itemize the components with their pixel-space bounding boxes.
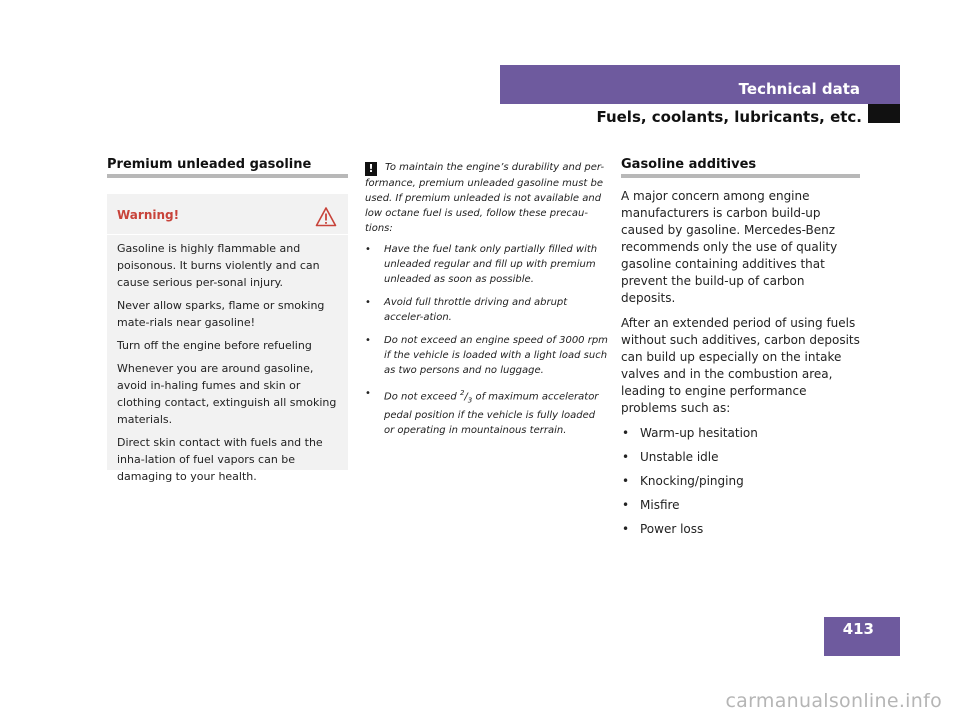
problem-item: • Unstable idle (621, 449, 861, 466)
left-title-rule (107, 174, 348, 178)
warning-divider (107, 234, 348, 235)
warning-title: Warning! (117, 208, 180, 222)
problem-item: • Knocking/pinging (621, 473, 861, 490)
warning-triangle-icon (315, 206, 337, 228)
header-marker-block (868, 104, 900, 123)
fraction-denominator: 3 (467, 396, 473, 405)
warning-paragraph: Never allow sparks, flame or smoking mate-rials near gasoline! (117, 299, 325, 329)
fraction-numerator: 2 (459, 389, 465, 397)
warning-text (117, 240, 342, 491)
watermark: carmanualsonline.info (725, 690, 942, 712)
problem-item: • Misfire (621, 497, 861, 514)
caution-item: • Avoid full throttle driving and abrupt acceler-ation. (365, 295, 608, 325)
fraction-slash: / (464, 391, 468, 403)
caution-list (365, 242, 608, 438)
caution-intro-text: To maintain the engine’s durability and per-formance, premium unleaded gasoline must be used. If premium unleaded is not available and low octane fuel is used, follow these precau-tions: (365, 162, 605, 234)
exclamation-icon: ! (365, 162, 377, 176)
caution-note (365, 160, 608, 446)
problems-list (621, 425, 861, 538)
caution-text: Do not exceed (384, 391, 460, 403)
problem-item: • Power loss (621, 521, 861, 538)
caution-item: • Have the fuel tank only partially filled with unleaded regular and fill up with premium unleaded as soon as possible. (365, 242, 608, 287)
warning-header (117, 206, 337, 230)
caution-item: • Do not exceed an engine speed of 3000 rpm if the vehicle is loaded with a light load such as two persons and no luggage. (365, 333, 608, 378)
caution-text: of maximum accelerator pedal position if the vehicle is fully loaded or operating in mountainous terrain. (384, 391, 599, 437)
warning-box (107, 194, 348, 483)
premium-gasoline-title: Premium unleaded gasoline (107, 157, 312, 172)
additives-paragraph: After an extended period of using fuels without such additives, carbon deposits can build up especially on the intake valves and in the combustion area, leading to engine performance problems such as: (621, 316, 860, 415)
warning-paragraph: Gasoline is highly flammable and poisonous. It burns violently and can cause serious per-sonal injury. (117, 242, 320, 289)
section-subtitle: Fuels, coolants, lubricants, etc. (596, 108, 862, 126)
warning-paragraph: Turn off the engine before refueling (117, 339, 312, 352)
additives-text (621, 188, 861, 545)
gasoline-additives-title: Gasoline additives (621, 157, 757, 172)
problem-item: • Warm-up hesitation (621, 425, 861, 442)
right-title-rule (621, 174, 860, 178)
chapter-header: Technical data (500, 65, 900, 104)
caution-intro (365, 160, 608, 236)
warning-paragraph: Direct skin contact with fuels and the inha-lation of fuel vapors can be damaging to your health. (117, 436, 323, 483)
page-number: 413 (824, 617, 900, 656)
caution-item-throttle (365, 386, 608, 438)
warning-paragraph: Whenever you are around gasoline, avoid in-haling fumes and skin or clothing contact, extinguish all smoking materials. (117, 362, 337, 426)
additives-paragraph: A major concern among engine manufacturers is carbon build-up caused by gasoline. Mercedes-Benz recommends only the use of quality gasoline containing additives that prevent the build-up of carbon deposits. (621, 189, 838, 305)
